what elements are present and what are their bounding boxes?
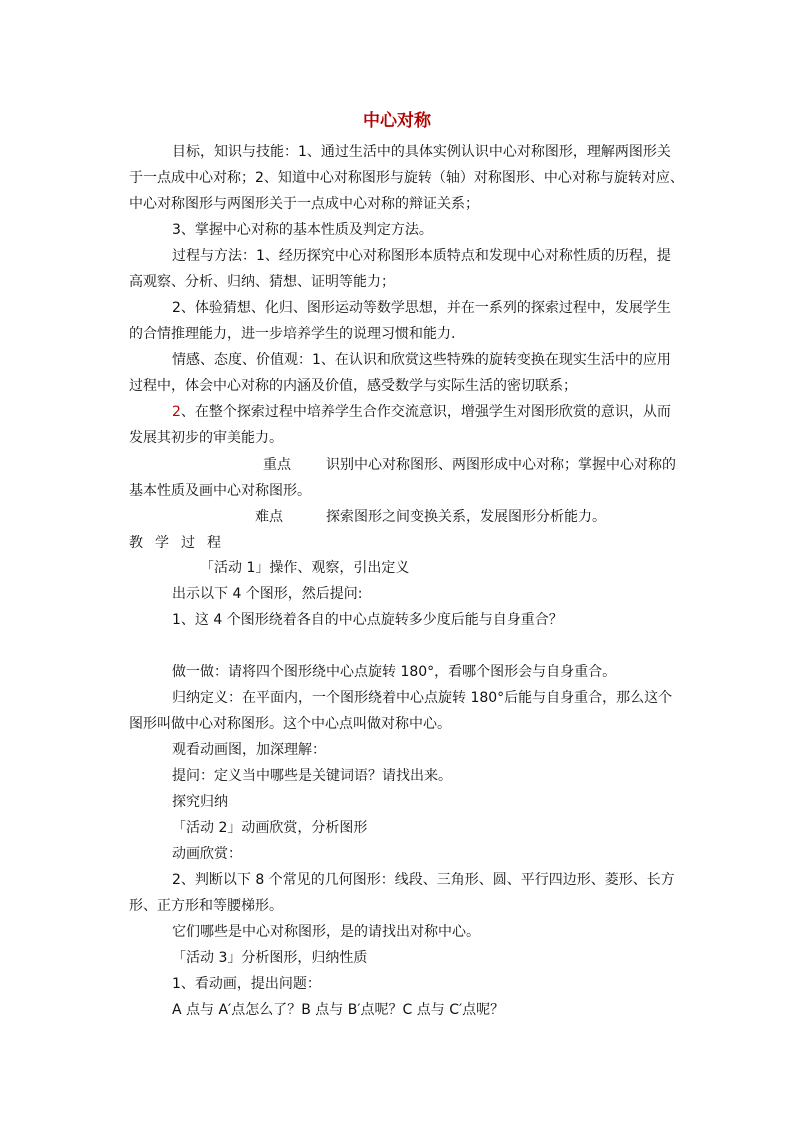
difficulty-label: 难点	[255, 509, 283, 525]
key-point-text: 识别中心对称图形、两图形成中心对称；掌握中心对称的	[326, 457, 676, 473]
text-line: 探究归纳	[172, 794, 228, 810]
key-point-label: 重点	[263, 457, 291, 473]
text-line: 基本性质及画中心对称图形。	[129, 483, 311, 499]
text-line: 动画欣赏：	[172, 846, 242, 862]
text-line: 1、看动画，提出问题：	[172, 976, 321, 992]
text-line: 做一做：请将四个图形绕中心点旋转 180°，看哪个图形会与自身重合。	[172, 664, 617, 680]
text-line: 高观察、分析、归纳、猜想、证明等能力；	[129, 274, 395, 290]
text-line: 观看动画图，加深理解：	[172, 742, 326, 758]
text-line: 归纳定义：在平面内，一个图形绕着中心点旋转 180°后能与自身重合，那么这个	[172, 690, 673, 706]
activity-heading: 「活动 1」操作、观察，引出定义	[200, 560, 410, 576]
text-line	[172, 403, 671, 421]
difficulty-text: 探索图形之间变换关系，发展图形分析能力。	[326, 509, 606, 525]
text-line: 的合情推理能力，进一步培养学生的说理习惯和能力.	[129, 326, 456, 342]
text-line: 目标，知识与技能：1、通过生活中的具体实例认识中心对称图形，理解两图形关	[172, 144, 671, 160]
text-line: 中心对称图形与两图形关于一点成中心对称的辩证关系；	[129, 196, 479, 212]
text-line: 情感、态度、价值观：1、在认识和欣赏这些特殊的旋转变换在现实生活中的应用	[172, 352, 671, 368]
activity-heading: 「活动 3」分析图形，归纳性质	[172, 950, 368, 966]
text-line: 出示以下 4 个图形，然后提问:	[172, 586, 363, 602]
list-marker: 2	[172, 404, 181, 420]
text-line: 2、体验猜想、化归、图形运动等数学思想，并在一系列的探索过程中，发展学生	[172, 300, 671, 316]
text-line: 形、正方形和等腰梯形。	[129, 898, 283, 914]
text-line: 过程中，体会中心对称的内涵及价值，感受数学与实际生活的密切联系；	[129, 378, 577, 394]
text-line: 它们哪些是中心对称图形，是的请找出对称中心。	[172, 924, 480, 940]
text-line: A 点与 A′点怎么了？B 点与 B′点呢？C 点与 C′点呢？	[172, 1002, 505, 1018]
text-line-content: 、在整个探索过程中培养学生合作交流意识，增强学生对图形欣赏的意识，从而	[180, 404, 671, 420]
text-line: 1、这 4 个图形绕着各自的中心点旋转多少度后能与自身重合？	[172, 612, 563, 628]
text-line: 3、掌握中心对称的基本性质及判定方法。	[172, 222, 433, 238]
text-line: 提问：定义当中哪些是关键词语？请找出来。	[172, 768, 452, 784]
text-line: 过程与方法：1、经历探究中心对称图形本质特点和发现中心对称性质的历程，提	[172, 248, 671, 264]
text-line: 于一点成中心对称；2、知道中心对称图形与旋转（轴）对称图形、中心对称与旋转对应、	[129, 170, 684, 186]
document-title: 中心对称	[363, 111, 431, 131]
text-line: 2、判断以下 8 个常见的几何图形：线段、三角形、圆、平行四边形、菱形、长方	[172, 872, 675, 888]
section-heading: 教学过程	[129, 535, 233, 551]
text-line: 发展其初步的审美能力。	[129, 430, 283, 446]
activity-heading: 「活动 2」动画欣赏，分析图形	[172, 820, 368, 836]
text-line: 图形叫做中心对称图形。这个中心点叫做对称中心。	[129, 716, 451, 732]
